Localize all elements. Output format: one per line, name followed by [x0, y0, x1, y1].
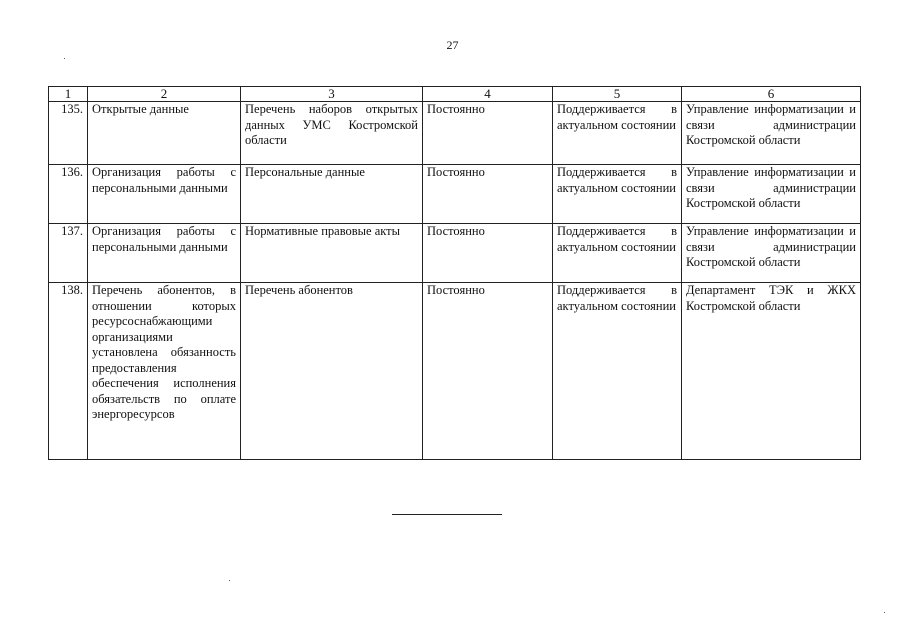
row-name: Перечень абонентов, в отношении которых ресурсоснабжающими организациями установлена обязанность предоставления обеспечения исполнения обязательств по оплате энергоресурсов	[88, 283, 241, 460]
scan-speck	[229, 580, 230, 581]
row-period: Постоянно	[423, 165, 553, 224]
scan-speck	[64, 58, 65, 59]
column-header: 6	[682, 87, 861, 102]
row-number: 138.	[49, 283, 88, 460]
row-name: Открытые данные	[88, 102, 241, 165]
table-row	[49, 102, 861, 165]
row-status: Поддерживается в актуальном состоянии	[553, 224, 682, 283]
table-row	[49, 224, 861, 283]
closing-divider	[392, 514, 502, 515]
table-row	[49, 283, 861, 460]
column-header: 5	[553, 87, 682, 102]
page-number: 27	[446, 38, 459, 52]
document-table	[48, 86, 861, 460]
row-description: Нормативные правовые акты	[241, 224, 423, 283]
row-name: Организация работы с персональными данными	[88, 165, 241, 224]
row-number: 136.	[49, 165, 88, 224]
row-number: 135.	[49, 102, 88, 165]
table-header-row	[49, 87, 861, 102]
row-description: Перечень абонентов	[241, 283, 423, 460]
row-status: Поддерживается в актуальном состоянии	[553, 283, 682, 460]
column-header: 2	[88, 87, 241, 102]
row-description: Персональные данные	[241, 165, 423, 224]
row-period: Постоянно	[423, 224, 553, 283]
row-status: Поддерживается в актуальном состоянии	[553, 165, 682, 224]
row-responsible: Управление информатизации и связи администрации Костромской области	[682, 224, 861, 283]
column-header: 1	[49, 87, 88, 102]
row-status: Поддерживается в актуальном состоянии	[553, 102, 682, 165]
row-description: Перечень наборов открытых данных УМС Костромской области	[241, 102, 423, 165]
row-responsible: Управление информатизации и связи администрации Костромской области	[682, 102, 861, 165]
column-header: 3	[241, 87, 423, 102]
row-responsible: Управление информатизации и связи администрации Костромской области	[682, 165, 861, 224]
row-number: 137.	[49, 224, 88, 283]
table-row	[49, 165, 861, 224]
row-period: Постоянно	[423, 102, 553, 165]
column-header: 4	[423, 87, 553, 102]
row-responsible: Департамент ТЭК и ЖКХ Костромской области	[682, 283, 861, 460]
row-period: Постоянно	[423, 283, 553, 460]
row-name: Организация работы с персональными данными	[88, 224, 241, 283]
scan-speck	[884, 612, 885, 613]
